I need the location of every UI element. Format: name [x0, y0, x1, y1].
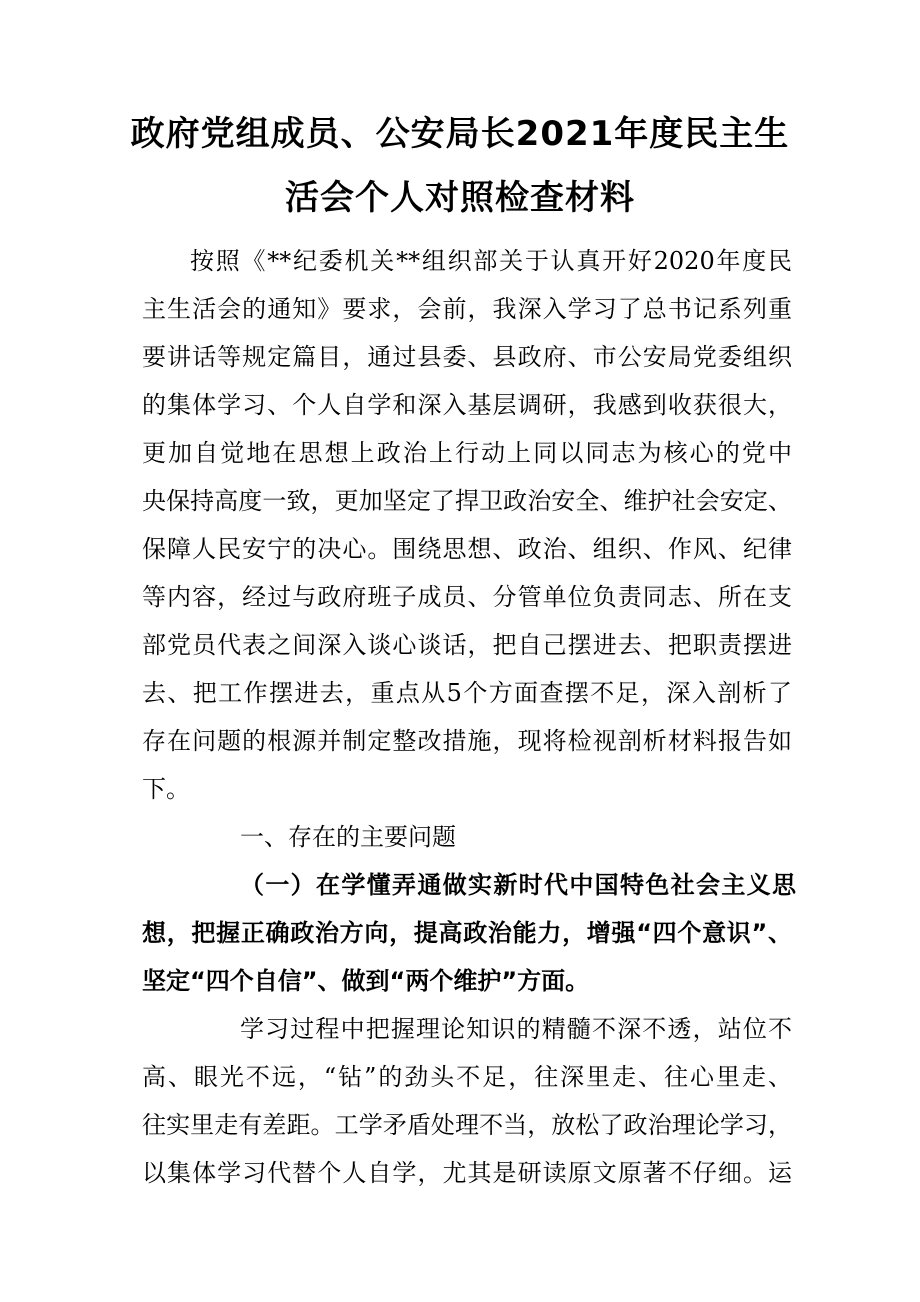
intro-paragraph-line: 央保持高度一致，更加坚定了捍卫政治安全、维护社会安定、 — [142, 487, 792, 515]
document-title-line-2: 活会个人对照检查材料 — [285, 178, 635, 218]
intro-paragraph-line: 的集体学习、个人自学和深入基层调研，我感到收获很大， — [142, 391, 792, 419]
intro-paragraph-line: 保障人民安宁的决心。围绕思想、政治、组织、作风、纪律 — [142, 535, 792, 563]
intro-paragraph-line: 要讲话等规定篇目，通过县委、县政府、市公安局党委组织 — [142, 343, 792, 371]
section-heading: 一、存在的主要问题 — [240, 823, 456, 851]
subsection-heading-line: 坚定“四个自信”、做到“两个维护”方面。 — [142, 967, 590, 995]
intro-paragraph-line: 下。 — [142, 775, 190, 803]
body-paragraph-line: 学习过程中把握理论知识的精髓不深不透，站位不 — [240, 1015, 792, 1043]
intro-paragraph-line: 存在问题的根源并制定整改措施，现将检视剖析材料报告如 — [142, 727, 792, 755]
intro-paragraph-line: 按照《**纪委机关**组织部关于认真开好2020年度民 — [190, 247, 792, 275]
intro-paragraph-line: 部党员代表之间深入谈心谈话，把自己摆进去、把职责摆进 — [142, 631, 792, 659]
intro-paragraph-line: 更加自觉地在思想上政治上行动上同以同志为核心的党中 — [142, 439, 792, 467]
body-paragraph-line: 往实里走有差距。工学矛盾处理不当，放松了政治理论学习， — [142, 1111, 792, 1139]
document-title-line-1: 政府党组成员、公安局长2021年度民主生 — [130, 114, 790, 154]
body-paragraph-line: 以集体学习代替个人自学，尤其是研读原文原著不仔细。运 — [142, 1159, 792, 1187]
intro-paragraph-line: 去、把工作摆进去，重点从5个方面查摆不足，深入剖析了 — [142, 679, 792, 707]
body-paragraph-line: 高、眼光不远，“钻”的劲头不足，往深里走、往心里走、 — [142, 1063, 792, 1091]
intro-paragraph-line: 等内容，经过与政府班子成员、分管单位负责同志、所在支 — [142, 583, 792, 611]
subsection-heading-line: 想，把握正确政治方向，提高政治能力，增强“四个意识”、 — [142, 919, 792, 947]
intro-paragraph-line: 主生活会的通知》要求，会前，我深入学习了总书记系列重 — [142, 295, 792, 323]
subsection-heading-line: （一）在学懂弄通做实新时代中国特色社会主义思 — [240, 871, 796, 899]
